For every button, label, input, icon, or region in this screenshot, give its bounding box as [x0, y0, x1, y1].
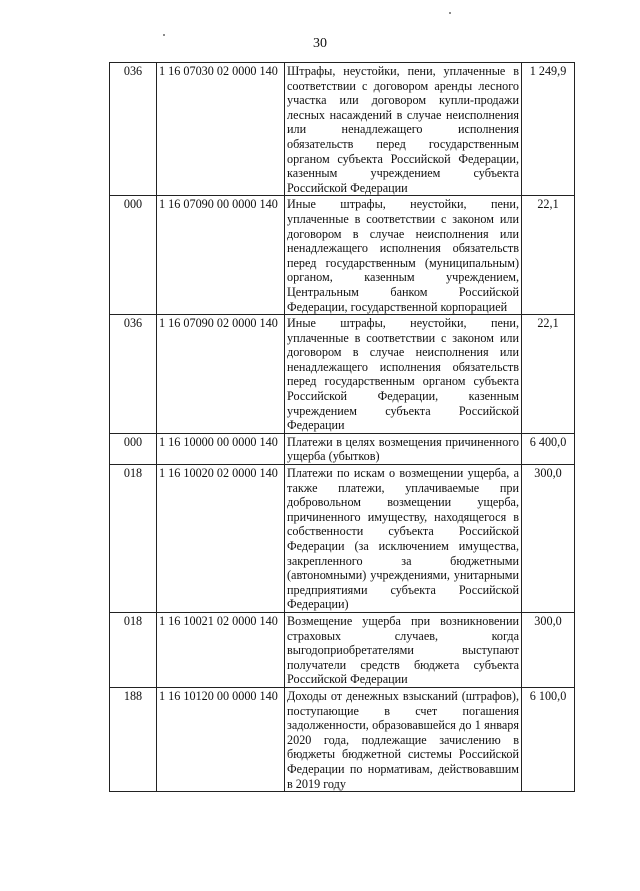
- scan-speck: [449, 12, 451, 14]
- amount-cell: 6 400,0: [522, 433, 575, 464]
- admin-code-cell: 036: [110, 63, 157, 196]
- revenue-table: [109, 62, 575, 792]
- description-cell: Возмещение ущерба при возникновении страховых случаев, когда выгодоприобретателями выступают получатели средств бюджета субъекта Российской Федерации: [285, 612, 522, 687]
- table-row: [110, 465, 575, 613]
- budget-code-cell: 1 16 07030 02 0000 140: [157, 63, 285, 196]
- table-row: [110, 63, 575, 196]
- amount-cell: 6 100,0: [522, 687, 575, 791]
- budget-code-cell: 1 16 07090 00 0000 140: [157, 196, 285, 315]
- description-cell: Иные штрафы, неустойки, пени, уплаченные в соответствии с законом или договором в случае неисполнения или ненадлежащего исполнения обязательств перед государственным органом субъекта Российской Федерации, казенным учреждением субъекта Российской Федерации: [285, 315, 522, 434]
- budget-code-cell: 1 16 07090 02 0000 140: [157, 315, 285, 434]
- amount-cell: 22,1: [522, 315, 575, 434]
- description-cell: Иные штрафы, неустойки, пени, уплаченные в соответствии с законом или договором в случае неисполнения или ненадлежащего исполнения обязательств перед государственным (муниципальным) органом, казенным учреждением, Центральным банком Российской Федерации, государственной корпорацией: [285, 196, 522, 315]
- admin-code-cell: 000: [110, 433, 157, 464]
- table-row: [110, 612, 575, 687]
- budget-code-cell: 1 16 10000 00 0000 140: [157, 433, 285, 464]
- description-cell: Штрафы, неустойки, пени, уплаченные в соответствии с договором аренды лесного участка или договором купли-продажи лесных насаждений в случае неисполнения или ненадлежащего исполнения обязательств перед государственным органом субъекта Российской Федерации, казенным учреждением субъекта Российской Федерации: [285, 63, 522, 196]
- description-cell: Платежи по искам о возмещении ущерба, а также платежи, уплачиваемые при добровольном возмещении ущерба, причиненного имуществу, находящегося в собственности субъекта Российской Федерации (за исключением имущества, закрепленного за бюджетными (автономными) учреждениями, унитарными предприятиями субъекта Российской Федерации): [285, 465, 522, 613]
- budget-code-cell: 1 16 10120 00 0000 140: [157, 687, 285, 791]
- description-cell: Платежи в целях возмещения причиненного ущерба (убытков): [285, 433, 522, 464]
- budget-code-cell: 1 16 10020 02 0000 140: [157, 465, 285, 613]
- amount-cell: 22,1: [522, 196, 575, 315]
- table-row: [110, 433, 575, 464]
- admin-code-cell: 036: [110, 315, 157, 434]
- description-cell: Доходы от денежных взысканий (штрафов), поступающие в счет погашения задолженности, образовавшейся до 1 января 2020 года, подлежащие зачислению в бюджеты бюджетной системы Российской Федерации по нормативам, действовавшим в 2019 году: [285, 687, 522, 791]
- admin-code-cell: 018: [110, 465, 157, 613]
- table-row: [110, 315, 575, 434]
- admin-code-cell: 000: [110, 196, 157, 315]
- table-row: [110, 196, 575, 315]
- page-number: 30: [313, 36, 327, 51]
- admin-code-cell: 018: [110, 612, 157, 687]
- amount-cell: 300,0: [522, 612, 575, 687]
- amount-cell: 300,0: [522, 465, 575, 613]
- table-row: [110, 687, 575, 791]
- admin-code-cell: 188: [110, 687, 157, 791]
- budget-code-cell: 1 16 10021 02 0000 140: [157, 612, 285, 687]
- amount-cell: 1 249,9: [522, 63, 575, 196]
